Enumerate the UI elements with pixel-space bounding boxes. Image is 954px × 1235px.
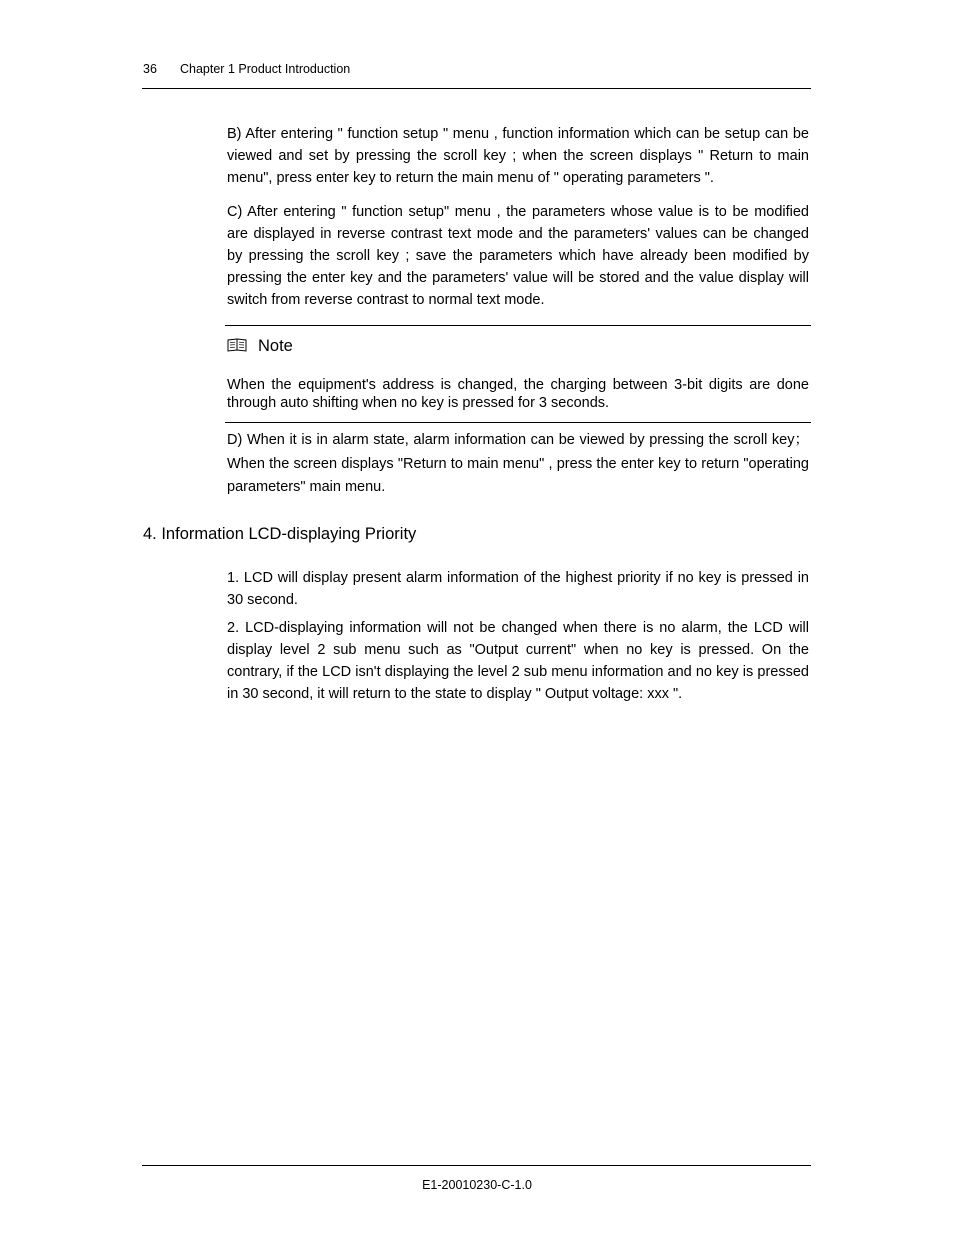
- note-title: [227, 335, 293, 357]
- document-code: E1-20010230-C-1.0: [422, 1178, 532, 1192]
- note-body: When the equipment's address is changed, the charging between 3-bit digits are done through auto shifting when no key is pressed for 3 seconds.: [227, 377, 809, 411]
- header-rule: [142, 88, 811, 89]
- note-top-rule: [225, 325, 811, 326]
- list-item: 1. LCD will display present alarm information of the highest priority if no key is pressed in 30 second.: [227, 570, 809, 608]
- page-header: [143, 61, 811, 77]
- section-heading: 4. Information LCD-displaying Priority: [143, 525, 417, 543]
- footer-rule: [142, 1165, 811, 1166]
- paragraph-d: D) When it is in alarm state, alarm information can be viewed by pressing the scroll key；When the screen displays "Return to main menu" , press the enter key to return "operating parameters" main menu.: [227, 432, 809, 495]
- book-icon: [227, 338, 247, 352]
- chapter-title: Chapter 1 Product Introduction: [180, 62, 351, 76]
- list-item: 2. LCD-displaying information will not be changed when there is no alarm, the LCD will display level 2 sub menu such as "Output current" when no key is pressed. On the contrary, if the LCD isn't displaying the level 2 sub menu information and no key is pressed in 30 second, it will return to the state to display " Output voltage: xxx ".: [227, 620, 809, 702]
- page-number: 36: [143, 62, 157, 76]
- note-bottom-rule: [225, 422, 811, 423]
- note-label: Note: [258, 337, 293, 355]
- paragraph-c: C) After entering " function setup" menu , the parameters whose value is to be modified are displayed in reverse contrast text mode and the parameters' values can be changed by pressing the scroll key ; save the parameters which have already been modified by pressing the enter key and the parameters' value will be stored and the value display will switch from reverse contrast to normal text mode.: [227, 204, 809, 308]
- paragraph-b: B) After entering " function setup " menu , function information which can be setup can be viewed and set by pressing the scroll key ; when the screen displays " Return to main menu", press enter key to return the main menu of " operating parameters ".: [227, 126, 809, 186]
